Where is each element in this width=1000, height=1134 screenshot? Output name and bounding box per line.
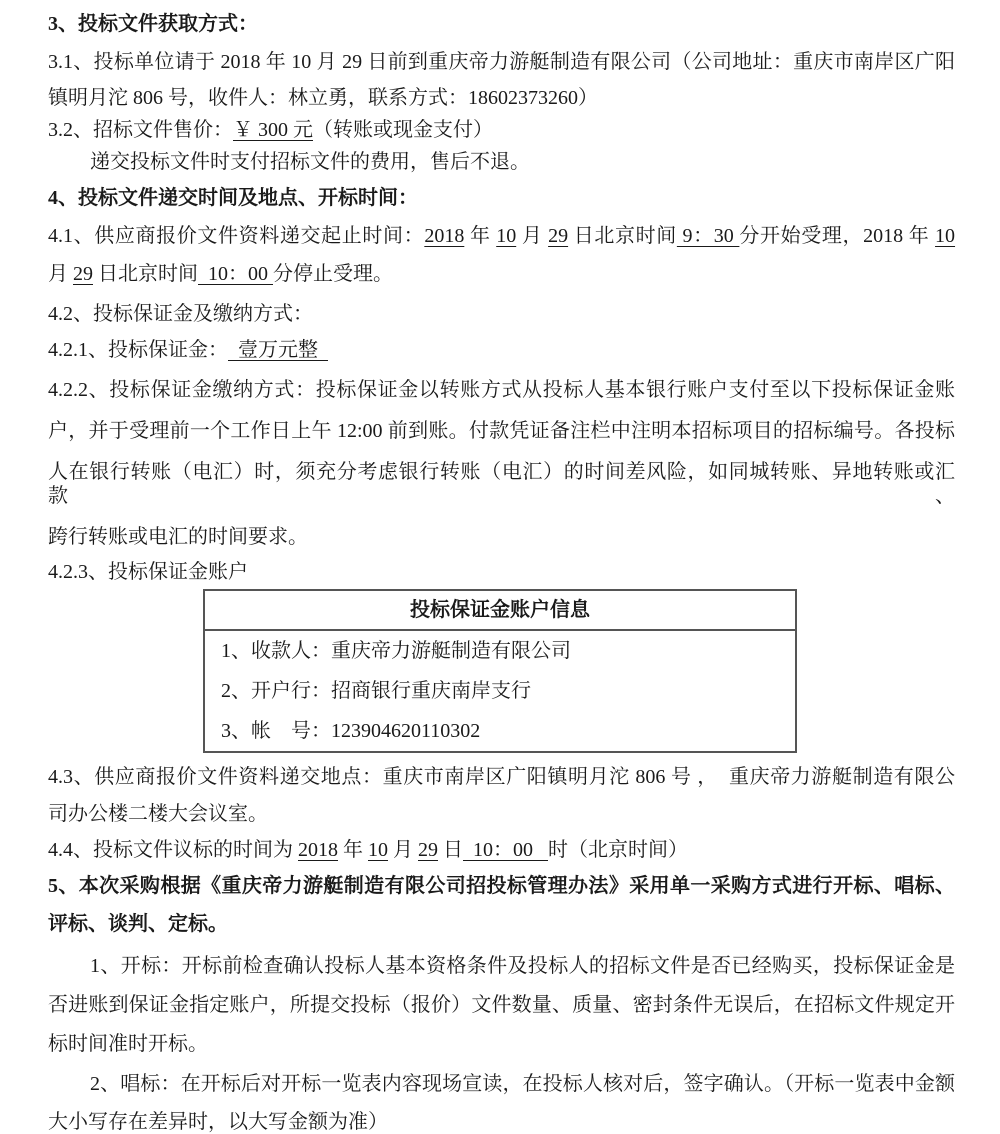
end-month-underlined: 10 (935, 225, 956, 247)
end-time-underlined: 10：00 (198, 263, 273, 285)
para-4-2: 4.2、投标保证金及缴纳方式： (48, 303, 313, 325)
para-4-2-1: 4.2.1、投标保证金： 壹万元整 (48, 339, 328, 361)
para-3-2-text: 3.2、招标文件售价： (48, 119, 233, 141)
start-time-underlined: 9：30 (676, 225, 740, 247)
para-4-2-2-line-4: 跨行转账或电汇的时间要求。 (48, 526, 308, 548)
para-4-4: 4.4、投标文件议标的时间为 2018 年 10 月 29 日 10：00 时（北京时间） (48, 839, 688, 861)
para-open-bid-line-3: 标时间准时开标。 (48, 1033, 208, 1055)
section-5-heading-line-1: 5、本次采购根据《重庆帝力游艇制造有限公司招投标管理办法》采用单一采购方式进行开标、唱标、 (48, 875, 955, 897)
para-read-bid-line-1: 2、唱标：在开标后对开标一览表内容现场宣读，在投标人核对后，签字确认。（开标一览表中金额 (90, 1073, 955, 1095)
bid-year-underlined: 2018 (298, 839, 338, 861)
para-3-1-line-1: 3.1、投标单位请于 2018 年 10 月 29 日前到重庆帝力游艇制造有限公司（公司地址：重庆市南岸区广阳 (48, 51, 955, 73)
para-4-1-text: 4.1、供应商报价文件资料递交起止时间： (48, 225, 425, 247)
table-row-account-number: 3、帐 号：123904620110302 (221, 720, 481, 742)
para-4-1-line-2: 月 29 日北京时间 10：00 分停止受理。 (48, 263, 393, 285)
start-year-underlined: 2018 (424, 225, 465, 247)
para-3-1-line-2: 镇明月沱 806 号，收件人：林立勇，联系方式：18602373260） (48, 87, 598, 109)
para-read-bid-line-2: 大小写存在差异时，以大写金额为准） (48, 1111, 388, 1133)
deposit-account-table (203, 589, 797, 753)
para-4-2-2-line-1: 4.2.2、投标保证金缴纳方式：投标保证金以转账方式从投标人基本银行账户支付至以下投标保证金账 (48, 379, 955, 401)
para-4-2-3: 4.2.3、投标保证金账户 (48, 561, 248, 583)
section-3-heading: 3、投标文件获取方式： (48, 13, 258, 35)
para-fee-note: 递交投标文件时支付招标文件的费用，售后不退。 (90, 151, 530, 173)
para-4-1-line-1: 4.1、供应商报价文件资料递交起止时间：2018 年 10 月 29 日北京时间 9：30 分开始受理，2018 年 10 (48, 225, 956, 247)
section-4-heading: 4、投标文件递交时间及地点、开标时间： (48, 187, 418, 209)
para-4-3-line-1: 4.3、供应商报价文件资料递交地点：重庆市南岸区广阳镇明月沱 806 号 ， 重庆帝力游艇制造有限公 (48, 766, 955, 788)
end-day-underlined: 29 (73, 263, 93, 285)
start-month-underlined: 10 (496, 225, 517, 247)
bid-time-underlined: 10：00 (463, 839, 548, 861)
para-open-bid-line-2: 否进账到保证金指定账户，所提交投标（报价）文件数量、质量、密封条件无误后，在招标文件规定开 (48, 994, 955, 1016)
para-4-3-line-2: 司办公楼二楼大会议室。 (48, 803, 268, 825)
deposit-amount-underlined: 壹万元整 (228, 339, 328, 361)
bid-month-underlined: 10 (368, 839, 388, 861)
para-open-bid-line-1: 1、开标：开标前检查确认投标人基本资格条件及投标人的招标文件是否已经购买，投标保证金是 (90, 955, 955, 977)
para-3-2 (48, 118, 955, 142)
deposit-table-title: 投标保证金账户信息 (205, 591, 795, 631)
price-underlined-value: ￥ 300 元 (233, 119, 313, 141)
bid-day-underlined: 29 (418, 839, 438, 861)
para-3-2-suffix: （转账或现金支付） (313, 119, 493, 141)
para-4-2-2-line-2: 户，并于受理前一个工作日上午 12:00 前到账。付款凭证备注栏中注明本招标项目的招标编号。各投标 (48, 420, 955, 442)
table-row-payee: 1、收款人：重庆帝力游艇制造有限公司 (221, 640, 571, 662)
table-row-bank: 2、开户行：招商银行重庆南岸支行 (221, 680, 531, 702)
section-5-heading-line-2: 评标、谈判、定标。 (48, 913, 228, 935)
document-page (0, 12, 1000, 1134)
para-4-2-2-line-3: 人在银行转账（电汇）时，须充分考虑银行转账（电汇）的时间差风险，如同城转账、异地转账或汇款、 (48, 461, 955, 507)
start-day-underlined: 29 (548, 225, 569, 247)
